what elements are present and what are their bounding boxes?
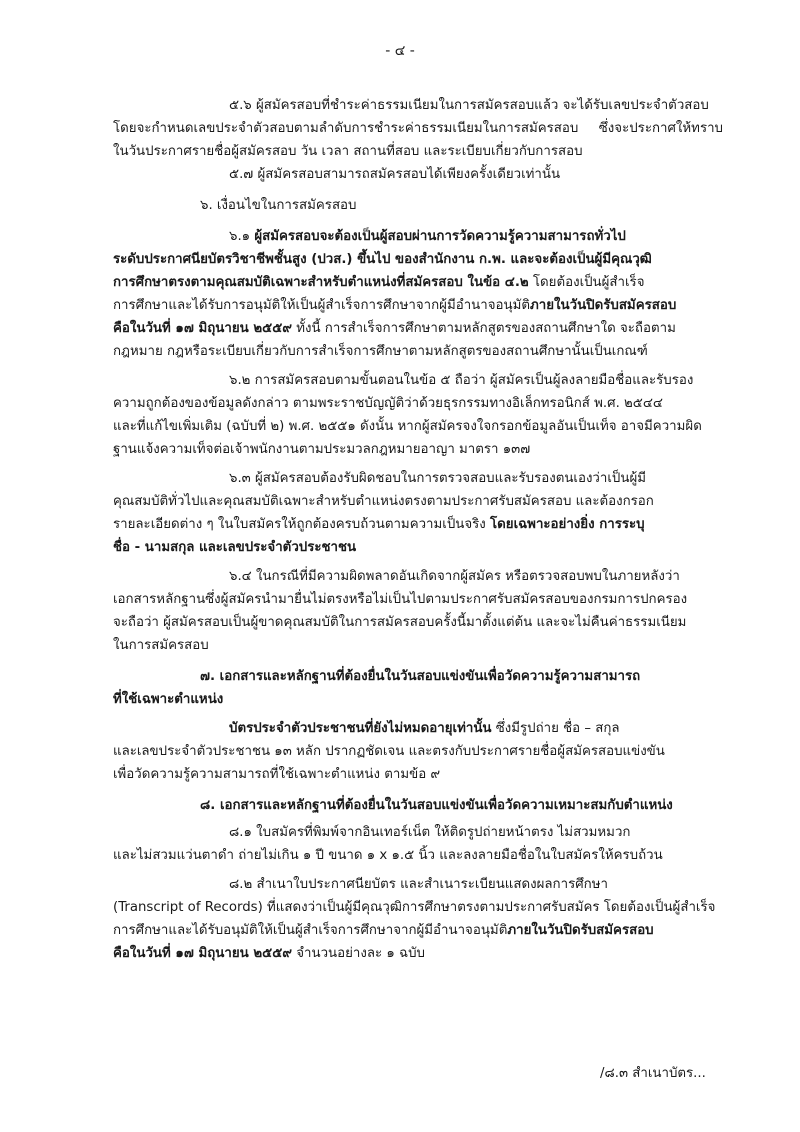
section-6-4-line-3: จะถือว่า ผู้สมัครสอบเป็นผู้ขาดคุณสมบัติในการสมัครสอบครั้งนี้มาตั้งแต่ต้น และจะไม่คืนค่าธรรมเนียม	[113, 615, 687, 630]
section-7-title-line-1: ๗. เอกสารและหลักฐานที่ต้องยื่นในวันสอบแข่งขันเพื่อวัดความรู้ความสามารถ	[200, 669, 641, 684]
section-6-1-line-5	[113, 319, 723, 338]
section-6-2-line-1: ๖.๒ การสมัครสอบตามขั้นตอนในข้อ ๕ ถือว่า ผู้สมัครเป็นผู้ลงลายมือชื่อและรับรอง	[229, 373, 694, 388]
section-8-2-rest-3: การศึกษาและได้รับอนุมัติให้เป็นผู้สำเร็จการศึกษาจากผู้มีอำนาจอนุมัติ	[113, 923, 508, 938]
page-number: - ๔ -	[385, 43, 415, 59]
section-5-7: ๕.๗ ผู้สมัครสอบสามารถสมัครสอบได้เพียงครั้งเดียวเท่านั้น	[229, 167, 561, 182]
section-6-4-line-2: เอกสารหลักฐานซึ่งผู้สมัครนำมายื่นไม่ตรงหรือไม่เป็นไปตามประกาศรับสมัครสอบของกรมการปกครอง	[113, 592, 688, 607]
section-6-1-bold-5: คือในวันที่ ๑๗ มิถุนายน ๒๕๕๙	[113, 321, 292, 336]
section-6-title: ๖. เงื่อนไขในการสมัครสอบ	[200, 198, 357, 213]
section-8-2-line-1: ๘.๒ สำเนาใบประกาศนียบัตร และสำเนาระเบียนแสดงผลการศึกษา	[229, 877, 608, 892]
section-5-6-line-3: ในวันประกาศรายชื่อผู้สมัครสอบ วัน เวลา สถานที่สอบ และระเบียบเกี่ยวกับการสอบ	[113, 144, 583, 159]
section-6-1-line-3	[113, 273, 723, 292]
section-6-3-line-3	[113, 515, 723, 534]
section-8-2-line-2: (Transcript of Records) ที่แสดงว่าเป็นผู้มีคุณวุฒิการศึกษาตรงตามประกาศรับสมัคร โดยต้องเป็นผู้สำเร็จ	[113, 900, 716, 915]
section-6-1-line-1	[229, 227, 723, 246]
section-7-rest: ซึ่งมีรูปถ่าย ชื่อ – สกุล	[491, 721, 620, 736]
section-6-1-rest-3: โดยต้องเป็นผู้สำเร็จ	[528, 275, 645, 290]
section-6-1-line-6: กฎหมาย กฎหรือระเบียบเกี่ยวกับการสำเร็จการศึกษาตามหลักสูตรของสถานศึกษานั้นเป็นเกณฑ์	[113, 344, 648, 359]
section-6-2-line-2: ความถูกต้องของข้อมูลดังกล่าว ตามพระราชบัญญัติว่าด้วยธุรกรรมทางอิเล็กทรอนิกส์ พ.ศ. ๒๕๔๔	[113, 396, 663, 411]
section-6-3-bold-3: โดยเฉพาะอย่างยิ่ง การระบุ	[490, 517, 645, 532]
section-6-3-line-4: ชื่อ - นามสกุล และเลขประจำตัวประชาชน	[113, 540, 357, 555]
section-6-1-bold-1: ผู้สมัครสอบจะต้องเป็นผู้สอบผ่านการวัดความรู้ความสามารถทั่วไป	[254, 229, 626, 244]
section-8-title: ๘. เอกสารและหลักฐานที่ต้องยื่นในวันสอบแข่งขันเพื่อวัดความเหมาะสมกับตำแหน่ง	[200, 798, 673, 813]
section-6-3-rest-3: รายละเอียดต่าง ๆ ในใบสมัครให้ถูกต้องครบถ้วนตามความเป็นจริง	[113, 517, 491, 532]
section-6-1-number: ๖.๑	[229, 229, 255, 244]
section-7-line-3: เพื่อวัดความรู้ความสามารถที่ใช้เฉพาะตำแหน่ง ตามข้อ ๙	[113, 767, 441, 782]
section-6-2-line-4: ฐานแจ้งความเท็จต่อเจ้าพนักงานตามประมวลกฎหมายอาญา มาตรา ๑๓๗	[113, 442, 531, 457]
section-6-1-rest-5: ทั้งนี้ การสำเร็จการศึกษาตามหลักสูตรของสถานศึกษาใด จะถือตาม	[292, 321, 676, 336]
section-7-line-1	[229, 719, 723, 738]
section-8-1-line-2: และไม่สวมแว่นตาดำ ถ่ายไม่เกิน ๑ ปี ขนาด ๑ x ๑.๕ นิ้ว และลงลายมือชื่อในใบสมัครให้ครบถ้วน	[113, 848, 663, 863]
section-7-bold: บัตรประจำตัวประชาชนที่ยังไม่หมดอายุเท่านั้น	[229, 721, 492, 736]
section-8-2-line-4	[113, 944, 723, 963]
section-8-1-line-1: ๘.๑ ใบสมัครที่พิมพ์จากอินเทอร์เน็ต ให้ติดรูปถ่ายหน้าตรง ไม่สวมหมวก	[229, 825, 631, 840]
section-6-1-bold-3: การศึกษาตรงตามคุณสมบัติเฉพาะสำหรับตำแหน่งที่สมัครสอบ ในข้อ ๔.๒	[113, 275, 529, 290]
section-6-1-bold-4: ภายในวันปิดรับสมัครสอบ	[530, 298, 677, 313]
section-6-1-line-2: ระดับประกาศนียบัตรวิชาชีพชั้นสูง (ปวส.) ขึ้นไป ของสำนักงาน ก.พ. และจะต้องเป็นผู้มีคุณวุฒิ	[113, 252, 652, 267]
section-7-line-2: และเลขประจำตัวประชาชน ๑๓ หลัก ปรากฏชัดเจน และตรงกับประกาศรายชื่อผู้สมัครสอบแข่งขัน	[113, 744, 665, 759]
section-8-2-rest-4: จำนวนอย่างละ ๑ ฉบับ	[292, 946, 425, 961]
section-8-2-bold-4: คือในวันที่ ๑๗ มิถุนายน ๒๕๕๙	[113, 946, 292, 961]
section-5-6-line-1: ๕.๖ ผู้สมัครสอบที่ชำระค่าธรรมเนียมในการสมัครสอบแล้ว จะได้รับเลขประจำตัวสอบ	[229, 98, 709, 113]
section-6-1-line-4	[113, 296, 723, 315]
section-6-3-line-2: คุณสมบัติทั่วไปและคุณสมบัติเฉพาะสำหรับตำแหน่งตรงตามประกาศรับสมัครสอบ และต้องกรอก	[113, 494, 654, 509]
continuation-note: /๘.๓ สำเนาบัตร...	[600, 1066, 706, 1081]
section-8-2-bold-3: ภายในวันปิดรับสมัครสอบ	[507, 923, 654, 938]
section-8-2-line-3	[113, 921, 723, 940]
section-6-3-line-1: ๖.๓ ผู้สมัครสอบต้องรับผิดชอบในการตรวจสอบและรับรองตนเองว่าเป็นผู้มี	[229, 471, 647, 486]
section-6-1-rest-4: การศึกษาและได้รับการอนุมัติให้เป็นผู้สำเร็จการศึกษาจากผู้มีอำนาจอนุมัติ	[113, 298, 530, 313]
section-6-2-line-3: และที่แก้ไขเพิ่มเติม (ฉบับที่ ๒) พ.ศ. ๒๕๕๑ ดังนั้น หากผู้สมัครจงใจกรอกข้อมูลอันเป็นเท็จ อาจมีความผิด	[113, 419, 702, 434]
section-6-4-line-4: ในการสมัครสอบ	[113, 638, 209, 653]
section-6-4-line-1: ๖.๔ ในกรณีที่มีความผิดพลาดอันเกิดจากผู้สมัคร หรือตรวจสอบพบในภายหลังว่า	[229, 569, 680, 584]
section-7-title-line-2: ที่ใช้เฉพาะตำแหน่ง	[113, 692, 224, 707]
section-5-6-line-2: โดยจะกำหนดเลขประจำตัวสอบตามลำดับการชำระค่าธรรมเนียมในการสมัครสอบ ซึ่งจะประกาศให้ทราบ	[113, 121, 723, 136]
